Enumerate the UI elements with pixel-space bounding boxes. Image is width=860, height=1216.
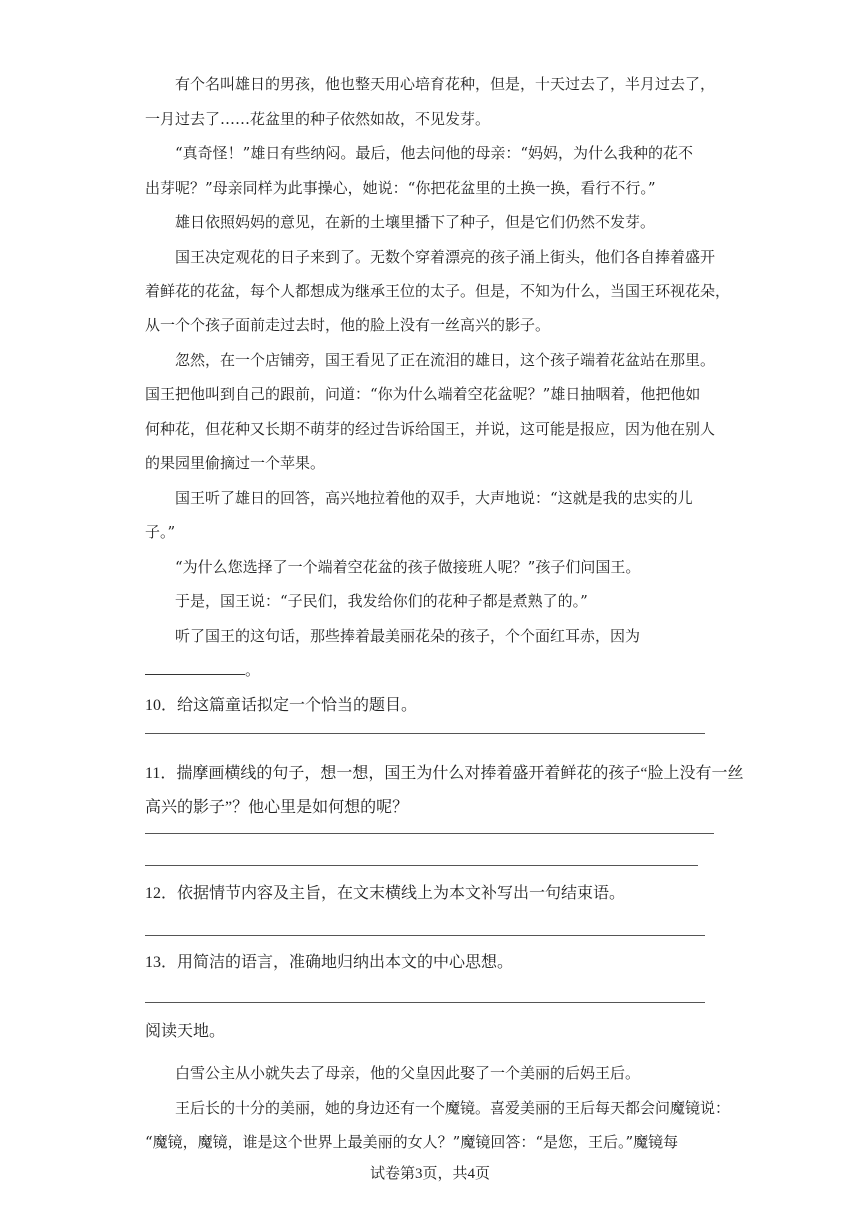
question-12: 12．依据情节内容及主旨，在文末横线上为本文补写出一句结束语。 [145, 885, 626, 902]
story-p1-line2: 一月过去了……花盆里的种子依然如故，不见发芽。 [145, 110, 491, 128]
answer-line-10[interactable] [145, 733, 705, 734]
story-p6-line1: 国王听了雄日的回答，高兴地拉着他的双手，大声地说：“这就是我的忠实的儿 [175, 489, 693, 507]
answer-line-11b[interactable] [145, 865, 698, 866]
story-p5-line3: 何种花，但花种又长期不萌芽的经过告诉给国王，并说，这可能是报应，因为他在别人 [145, 420, 716, 438]
question-11-line1: 11．揣摩画横线的句子，想一想，国王为什么对捧着盛开着鲜花的孩子“脸上没有一丝 [145, 765, 744, 782]
answer-line-12[interactable] [145, 935, 705, 936]
story-p5-line4: 的果园里偷摘过一个苹果。 [145, 454, 326, 472]
story-p4-line3: 从一个个孩子面前走过去时，他的脸上没有一丝高兴的影子。 [145, 316, 551, 334]
story-ending-line [145, 660, 260, 680]
story-p1-line1: 有个名叫雄日的男孩，他也整天用心培育花种，但是，十天过去了，半月过去了， [175, 75, 716, 93]
section2-p2-line1: 王后长的十分的美丽，她的身边还有一个魔镜。喜爱美丽的王后每天都会问魔镜说： [175, 1099, 731, 1117]
answer-line-11a[interactable] [145, 833, 714, 834]
story-p7-line1: “为什么您选择了一个端着空花盆的孩子做接班人呢？”孩子们问国王。 [175, 558, 641, 576]
story-p8-line1: 于是，国王说：“子民们，我发给你们的花种子都是煮熟了的。” [175, 592, 588, 610]
section-heading: 阅读天地。 [145, 1023, 226, 1040]
story-p2-line1: “真奇怪！”雄日有些纳闷。最后，他去问他的母亲：“妈妈，为什么我种的花不 [175, 144, 694, 162]
answer-line-13[interactable] [145, 1002, 705, 1003]
section2-p1: 白雪公主从小就失去了母亲，他的父皇因此娶了一个美丽的后妈王后。 [175, 1064, 641, 1082]
story-p4-line1: 国王决定观花的日子来到了。无数个穿着漂亮的孩子涌上街头，他们各自捧着盛开 [175, 248, 716, 266]
question-11-line2: 高兴的影子”？他心里是如何想的呢？ [145, 799, 409, 816]
question-10: 10．给这篇童话拟定一个恰当的题目。 [145, 697, 418, 714]
story-p5-line2: 国王把他叫到自己的跟前，问道：“你为什么端着空花盆呢？”雄日抽咽着，他把他如 [145, 385, 701, 403]
story-p4-line2: 着鲜花的花盆，每个人都想成为继承王位的太子。但是，不知为什么，当国王环视花朵， [145, 282, 731, 300]
ending-period: 。 [245, 661, 261, 679]
story-p9-line1: 听了国王的这句话，那些捧着最美丽花朵的孩子，个个面红耳赤，因为 [175, 627, 641, 645]
question-13: 13．用简洁的语言，准确地归纳出本文的中心思想。 [145, 954, 514, 971]
story-p6-line2: 子。” [145, 523, 176, 541]
story-p3-line1: 雄日依照妈妈的意见，在新的土壤里播下了种子，但是它们仍然不发芽。 [175, 213, 656, 231]
page-footer: 试卷第3页，共4页 [369, 1166, 490, 1182]
ending-blank[interactable] [145, 660, 245, 675]
story-p2-line2: 出芽呢？”母亲同样为此事操心，她说：“你把花盆里的土换一换，看行不行。” [145, 179, 656, 197]
section2-p2-line2: “魔镜，魔镜，谁是这个世界上最美丽的女人？”魔镜回答：“是您，王后。”魔镜每 [145, 1133, 679, 1151]
story-p5-line1: 忽然，在一个店铺旁，国王看见了正在流泪的雄日，这个孩子端着花盆站在那里。 [175, 351, 716, 369]
